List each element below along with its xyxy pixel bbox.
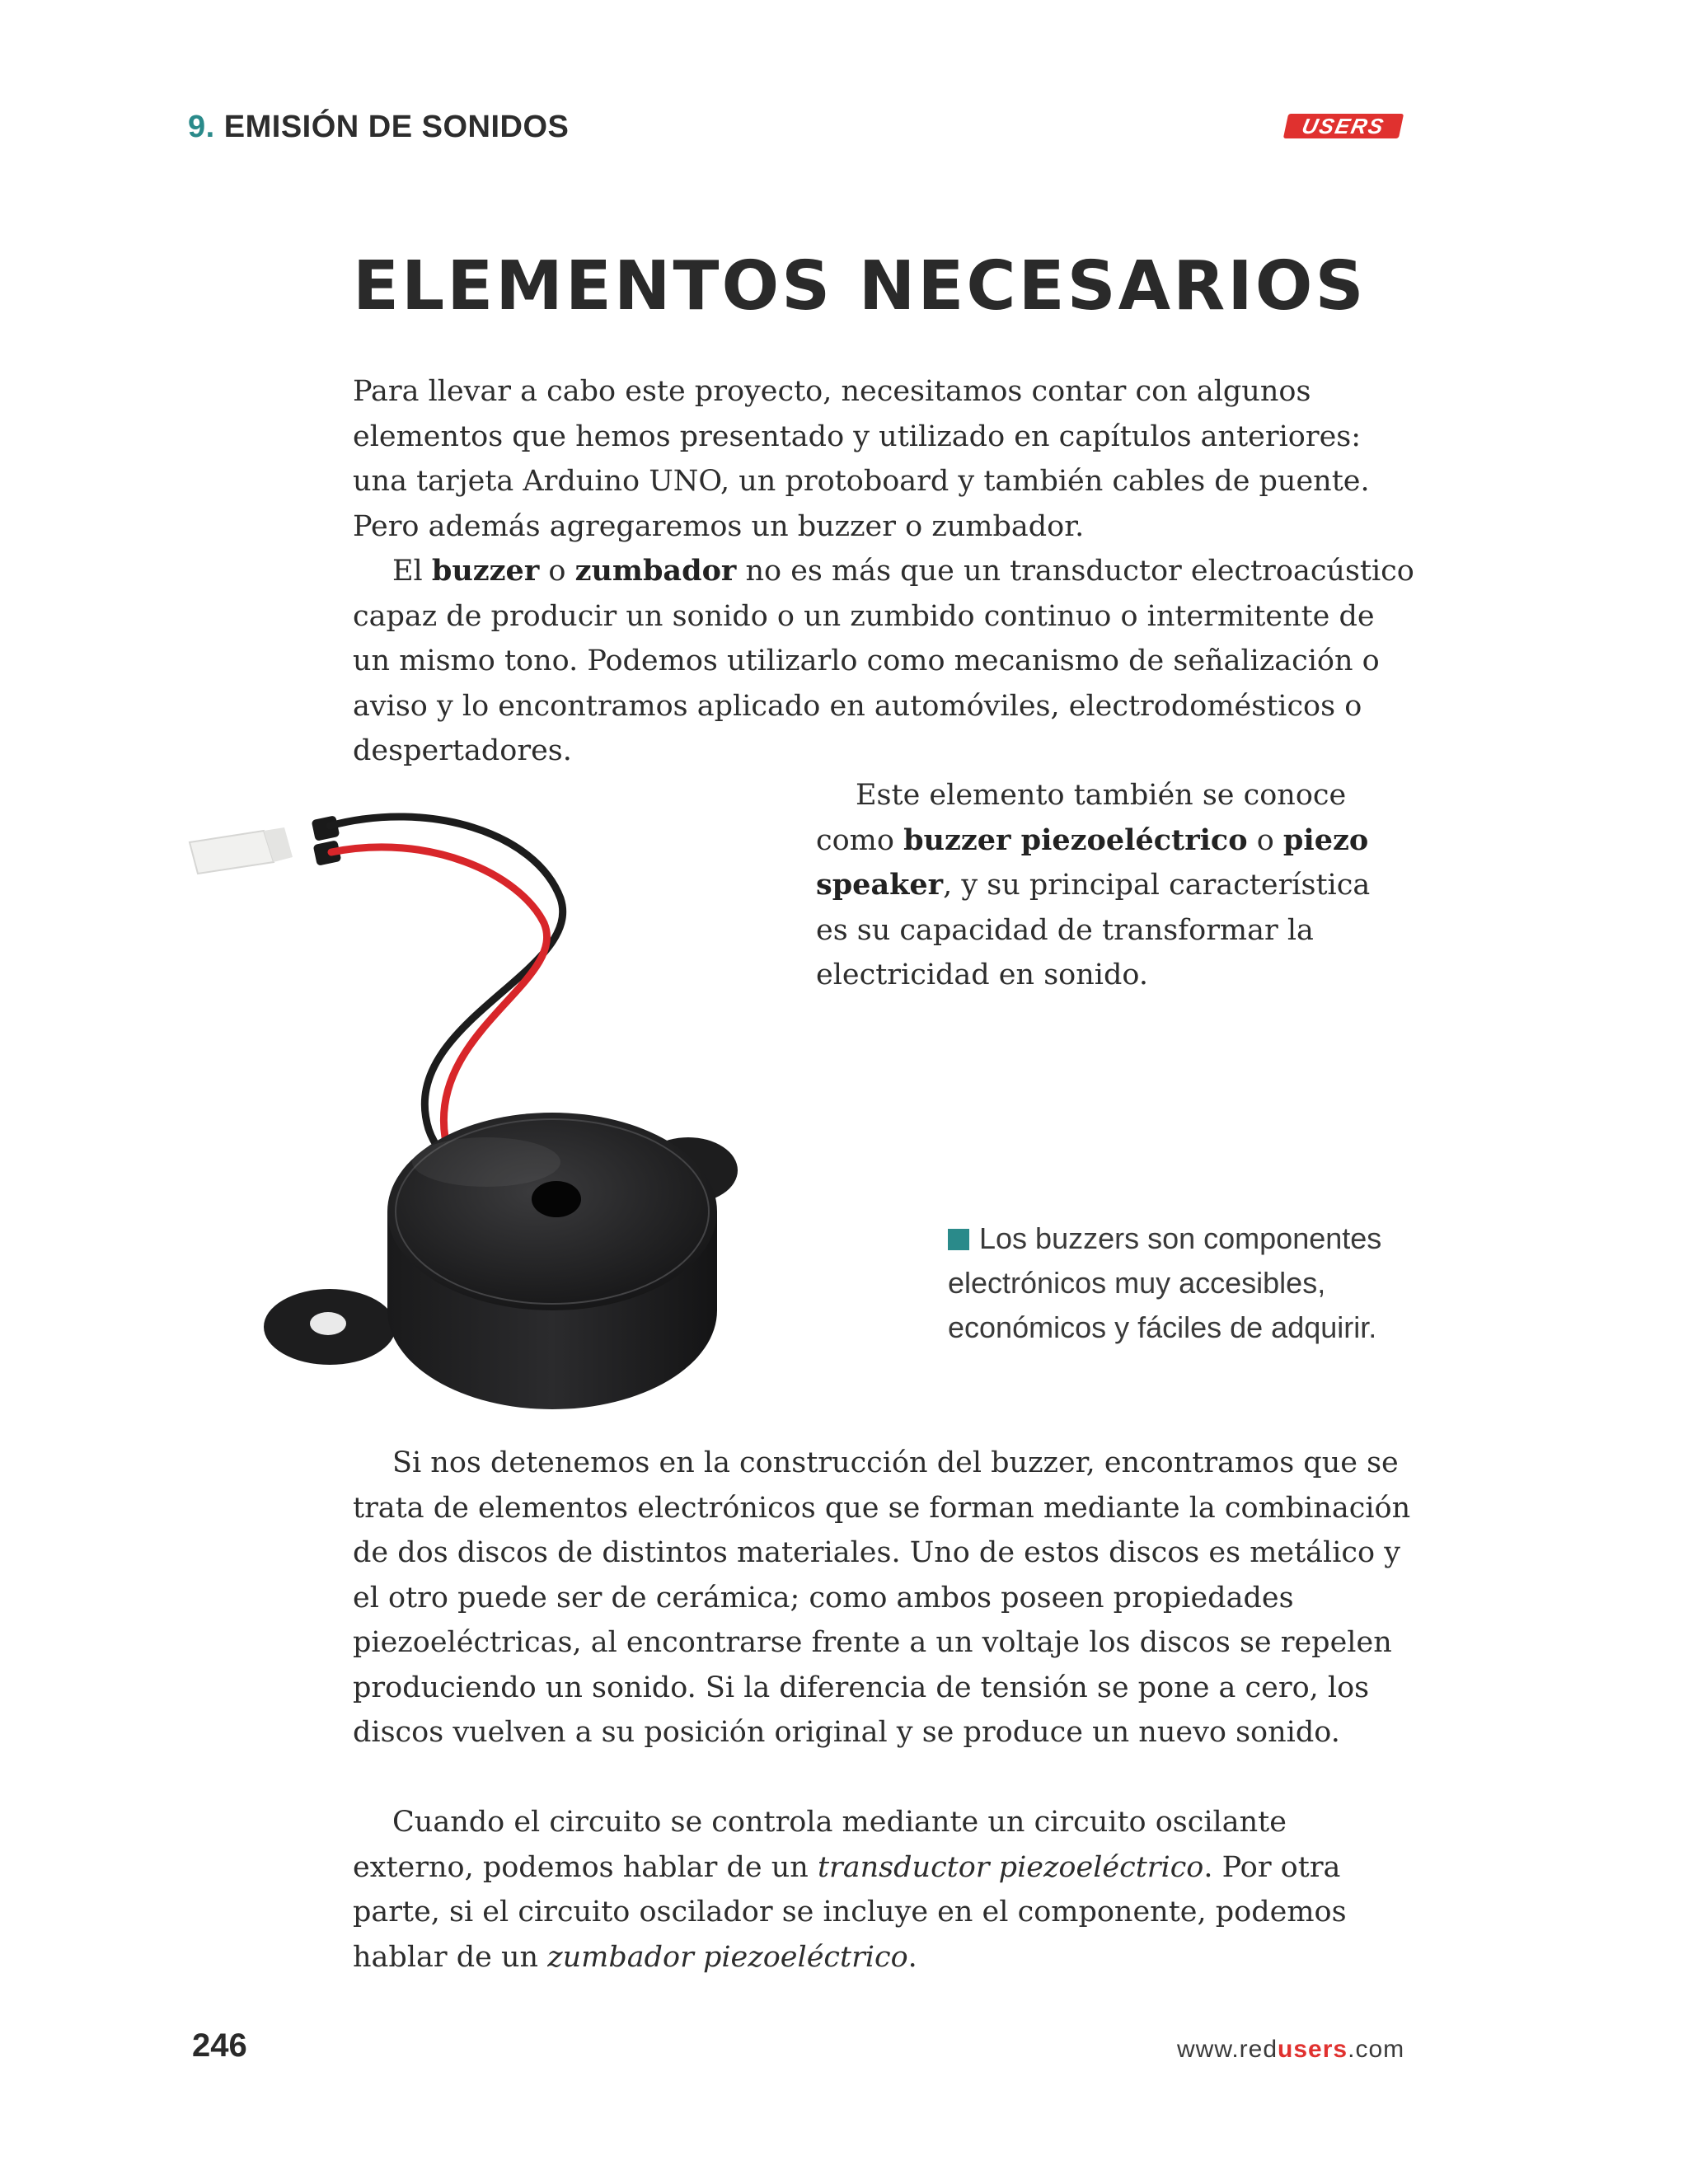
chapter-number: 9. [188, 110, 215, 144]
website-highlight: users [1278, 2036, 1348, 2063]
text-span: . [907, 1940, 917, 1974]
text-span: , y su principal característica es su capacidad de transformar la electricidad en sonido. [816, 869, 1371, 991]
text-span: no es más que un transductor electroacústico capaz de producir un sonido o un zumbido continuo o intermitente de un mismo tono. Podemos utilizarlo como mecanismo de señalización o aviso y lo encontramos aplicado en automóviles, electrodomésticos o despertadores. [353, 555, 1414, 767]
text-span: Cuando el circuito se controla mediante un circuito oscilante externo, podemos hablar de un [353, 1806, 1287, 1884]
bold-term-buzzer-piezo: buzzer piezoeléctrico [903, 823, 1248, 857]
website-link[interactable] [1177, 2036, 1404, 2064]
website-suffix: .com [1348, 2036, 1405, 2063]
chapter-title: EMISIÓN DE SONIDOS [223, 110, 570, 144]
paragraph-oscillator [353, 1800, 1416, 1980]
caption-text: Los buzzers son componentes electrónicos muy accesibles, económicos y fáciles de adquirir. [948, 1221, 1382, 1344]
text-span: o [539, 555, 575, 588]
text-span: El [392, 555, 432, 588]
bold-term-zumbador: zumbador [574, 554, 737, 588]
page-number: 246 [192, 2027, 247, 2064]
connector-icon [190, 815, 341, 874]
website-prefix: www.red [1177, 2036, 1278, 2063]
paragraph-intro: Para llevar a cabo este proyecto, necesitamos contar con algunos elementos que hemos presentado y utilizado en capítulos anteriores: una tarjeta Arduino UNO, un protoboard y también cables de puente. Pero además agregaremos un buzzer o zumbador. [353, 375, 1370, 543]
users-logo [1283, 114, 1404, 138]
photo-caption [948, 1216, 1409, 1350]
italic-term-transductor: transductor piezoeléctrico [817, 1850, 1204, 1884]
bold-term-buzzer: buzzer [431, 554, 540, 588]
logo-text: USERS [1300, 113, 1388, 138]
bold-term-piezo-speaker: piezo speaker [816, 823, 1369, 902]
chapter-header [188, 110, 569, 145]
teal-square-icon [948, 1229, 969, 1250]
paragraph-construction: Si nos detenemos en la construcción del buzzer, encontramos que se trata de elementos electrónicos que se forman mediante la combinación de dos discos de distintos materiales. Uno de estos discos es metálico y el otro puede ser de cerámica; como ambos poseen propiedades piezoeléctricas, al encontrarse frente a un voltaje los discos se repelen produciendo un sonido. Si la diferencia de tensión se pone a cero, los discos vuelven a su posición original y se produce un nuevo sonido. [353, 1446, 1411, 1749]
paragraph-buzzer-definition [353, 549, 1416, 774]
paragraph-piezo [816, 773, 1409, 998]
text-span: Este elemento también se conoce como [816, 779, 1347, 857]
page-title: ELEMENTOS NECESARIOS [353, 247, 1367, 326]
piezo-buzzer-photo [181, 783, 890, 1409]
text-span: o [1247, 823, 1283, 857]
text-span: . Por otra parte, si el circuito oscilador se incluye en el componente, podemos hablar de un [353, 1850, 1347, 1974]
italic-term-zumbador: zumbador piezoeléctrico [547, 1940, 908, 1974]
sound-hole [532, 1181, 581, 1217]
